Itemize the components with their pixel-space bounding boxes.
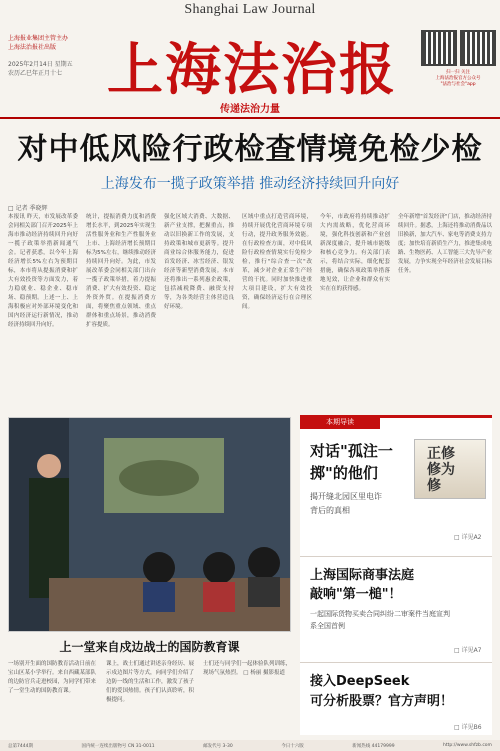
- footer-post-code: 邮发代号 3-30: [203, 743, 233, 749]
- qr-code-icon[interactable]: [421, 30, 457, 66]
- guide-item-1-page: □ 详见A2: [454, 534, 482, 541]
- lead-column-1: 本报讯 昨天，市发展改革委会同相关部门召开2025年上海市推动经济持续回升向好一揽子政策举措新闻通气会。记者获悉，以今年上海经济增长5%左右为预期目标，本市将从提振消费和扩大有效投资等方面发力，着力稳就业、稳企业、稳市场、稳预期。上述一上、上海积极应对外部环境变化和国内经济运行新情况，推动经济持续回升向好。: [8, 214, 78, 328]
- lead-column-6: 全年新增"首发经济"门店，推动经济持续回升。据悉，上海还将推动消费品以旧换新，加大汽车、家电等消费支持力度；加快培育新质生产力，推进集成电路、生物医药、人工智能三大先导产业发展，力争实现全年经济社会发展目标任务。: [398, 214, 492, 274]
- masthead-slogan: 传递法治力量: [220, 104, 280, 115]
- masthead-english-name: Shanghai Law Journal: [184, 2, 316, 17]
- photo-column-3: 士们还与同学们一起体验队列训练，现场气氛热烈。 □ 杨丽 摄影报道: [203, 661, 291, 676]
- lead-headline[interactable]: 对中低风险行政检查情境免检少检: [17, 132, 483, 167]
- qr-code-icon[interactable]: [460, 30, 496, 66]
- lead-subhead: 上海发布一揽子政策举措 推动经济持续回升向好: [100, 176, 400, 192]
- masthead-logo: 上海法治报: [107, 37, 397, 103]
- guide-item-2-sub: 一起国际货物买卖合同纠纷二审案件当庭宣判 系全国首例: [310, 610, 450, 630]
- guide-divider: [300, 662, 492, 663]
- guide-item-3-title[interactable]: 接入DeepSeek 可分析股票？官方声明！: [310, 674, 454, 709]
- photo-story-title[interactable]: 上一堂来自戍边战士的国防教育课: [59, 640, 240, 654]
- lead-column-2: 统计，提振消费力度和消费增长水平，到2025年实现生活性服务业和生产性服务业上市、上海经济增长预期目标为5%左右，继续推动经济持续回升向好。为此，市发展改革委会同相关部门出台一揽子政策举措，着力提振消费、扩大有效投资、稳定外资外贸。在提振消费方面，将聚焦重点领域、重点群体和重点场景，推动消费扩容提质。: [86, 214, 156, 328]
- photo-column-2: 课上，战士们通过讲述亲身经历、展示戍边图片等方式，向同学们介绍了边防一线的生活和工作，激发了孩子们的爱国热情。孩子们认真聆听，积极提问。: [106, 661, 194, 703]
- footer-website-link[interactable]: http://www.shfzb.com: [443, 743, 492, 748]
- guide-item-2-page: □ 详见A7: [454, 647, 482, 654]
- guide-item-1-title[interactable]: 对话"孤注一 掷"的他们: [310, 442, 393, 482]
- publisher-line-1: 上海报业集团主管主办: [8, 35, 69, 42]
- guide-item-1-thumbnail: 正修 修为 修: [414, 439, 486, 499]
- guide-item-3-page: □ 详见B6: [454, 724, 482, 731]
- page-footer: [0, 740, 500, 751]
- footer-hotline: 新闻热线 44179999: [352, 743, 395, 749]
- issue-line: 农历乙巳年正月十七: [8, 70, 63, 77]
- masthead-left-info: [8, 34, 73, 78]
- lead-column-3: 强化区域大消费、大数据、新产业支撑，把握重点，推动以旧换新工作的发展，支持政策和城市更新等。提升商业综合体服务能力，促进首发经济、冰雪经济、银发经济等新型消费发展。本市还将推出一系列惠企政策，包括减税降费、融资支持等，为各类经营主体营造良好环境。: [164, 214, 234, 310]
- guide-divider: [300, 556, 492, 557]
- footer-cn-code: 国内统一连续出版物号 CN 31-0011: [81, 743, 155, 749]
- lead-byline: □ 记者 季晓辉: [8, 205, 48, 212]
- date-line: 2025年2月14日 星期五: [8, 61, 73, 68]
- photo-column-1: 一场别开生面的国防教育活动日前在宝山区某小学举行。来自西藏某部队的边防官兵走进校园，为同学们带来了一堂生动的国防教育课。: [8, 661, 96, 694]
- lead-column-5: 今年，市政府将持续推动扩大内需战略，优化营商环境，强化科技创新和产业创新深度融合，提升城市能级和核心竞争力。有关部门表示，将结合实际，细化配套措施，确保各项政策举措落地见效，让企业和群众有实实在在的获得感。: [320, 214, 390, 292]
- guide-item-1-sub: 揭开缝北园区里电诈 背后的真相: [310, 492, 382, 515]
- guide-tag: 本期导读: [300, 415, 380, 429]
- publisher-line-2: 上海法治报社出版: [8, 44, 57, 51]
- footer-issue: 总第7444期: [8, 743, 33, 749]
- masthead-rule: [0, 117, 500, 119]
- footer-pages: 今日十六版: [281, 743, 304, 749]
- qr-caption: 扫一扫 关注 上海法治报官方公众号 "法治与社会"app: [435, 70, 481, 87]
- lead-column-4: 区域中重点打造营商环境，持续开展优化营商环境专项行动，提升政务服务效能。在行政检查方面，对中低风险行政检查情境实行免检少检，推行"综合查一次"改革，减少对企业正常生产经营的干扰。同时加快推进重大项目建设，扩大有效投资，确保经济运行在合理区间。: [242, 214, 312, 310]
- classroom-photo: [8, 417, 291, 632]
- guide-item-2-title[interactable]: 上海国际商事法庭 敲响"第一槌"！: [310, 568, 415, 602]
